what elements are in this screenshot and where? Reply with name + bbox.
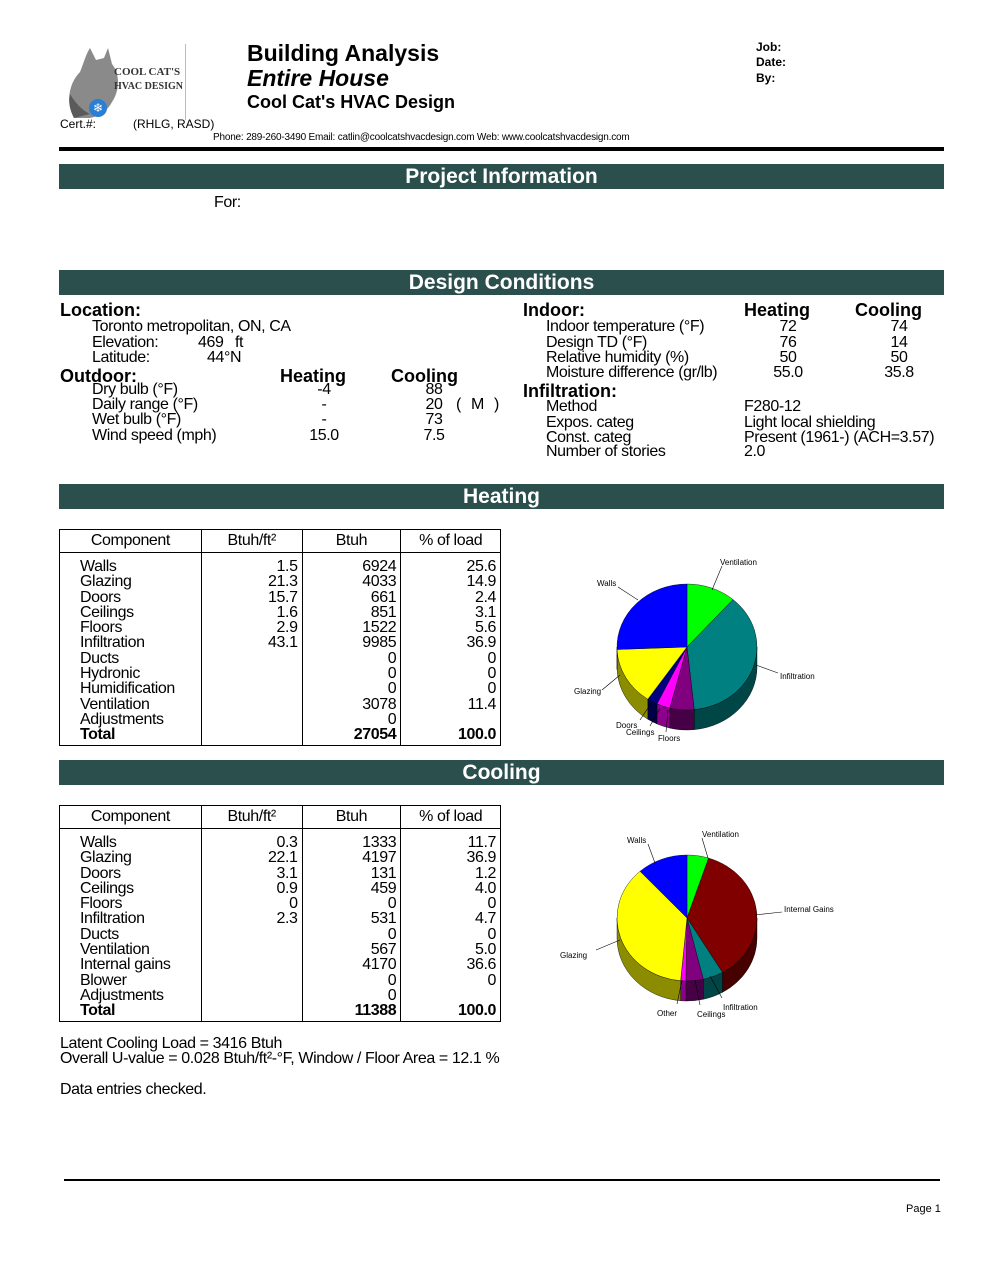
btuh-cell: 0 [302,712,401,727]
company-logo [60,44,186,120]
floors-label: Floors [658,734,681,743]
column-header: Btuh/ft² [201,530,302,553]
btuh-cell: 4033 [302,574,401,589]
btuh-cell: 0 [302,973,401,988]
btuh-per-ft2-cell [201,973,302,988]
component-cell: Floors [60,896,202,911]
component-cell: Doors [60,590,202,605]
column-header: Btuh [302,530,401,553]
btuh-cell: 0 [302,988,401,1003]
btuh-per-ft2-cell: 3.1 [201,866,302,881]
percent-load-cell: 4.7 [401,911,501,926]
ceilings-slice-side [686,979,703,1001]
table-row [60,927,501,942]
column-header: % of load [401,530,501,553]
outdoor-row-label: Wind speed (mph) [92,427,217,444]
btuh-per-ft2-cell: 0 [201,896,302,911]
table-row [60,681,501,696]
percent-load-cell [401,988,501,1003]
footer-rule [64,1179,940,1181]
latitude-label: Latitude: [92,349,150,366]
logo-line-2: HVAC DESIGN [114,81,183,92]
outdoor-row-heating: -4 [317,381,331,398]
contact-line: Phone: 289-260-3490 Email: catlin@coolcatshvacdesign.com Web: www.coolcatshvacdesign.com [213,132,630,143]
elevation-label: Elevation: [92,334,159,351]
btuh-per-ft2-cell: 0.3 [201,829,302,851]
component-cell: Ceilings [60,605,202,620]
component-cell: Infiltration [60,911,202,926]
ceilings-label: Ceilings [697,1010,726,1019]
indoor-row-heating: 50 [779,349,797,366]
table-row [60,590,501,605]
btuh-cell: 11388 [302,1003,401,1021]
percent-load-cell: 0 [401,681,501,696]
percent-load-cell: 36.9 [401,850,501,865]
infiltration-row-label: Const. categ [546,429,632,446]
indoor-row-heating: 72 [779,318,797,335]
total-row [60,1003,501,1021]
location-value: Toronto metropolitan, ON, CA [92,318,291,335]
walls-leader-line [648,844,655,863]
btuh-cell: 131 [302,866,401,881]
percent-load-cell: 100.0 [401,1003,501,1021]
infiltration-row-label: Expos. categ [546,414,634,431]
logo-divider [185,44,186,120]
outdoor-row-cooling: 88 [425,381,443,398]
btuh-cell: 0 [302,681,401,696]
total-row [60,727,501,745]
component-cell: Glazing [60,850,202,865]
infiltration-heading: Infiltration: [523,381,617,401]
column-header: Btuh [302,806,401,829]
btuh-per-ft2-cell [201,957,302,972]
btuh-cell: 459 [302,881,401,896]
ceilings-label: Ceilings [626,728,655,737]
project-info-bar: Project Information [59,164,944,189]
btuh-per-ft2-cell: 2.3 [201,911,302,926]
component-cell: Internal gains [60,957,202,972]
glazing-label: Glazing [574,687,602,696]
btuh-cell: 27054 [302,727,401,745]
outdoor-heading: Outdoor: [60,366,137,386]
column-header: Component [60,530,202,553]
svg-text:❄: ❄ [92,101,104,115]
ventilation-label: Ventilation [720,558,757,567]
heating-load-table [59,529,501,746]
table-header-row [60,806,501,829]
component-cell: Ventilation [60,697,202,712]
table-row [60,973,501,988]
ventilation-label: Ventilation [702,830,739,839]
table-row [60,553,501,575]
column-header: Component [60,806,202,829]
indoor-row-label: Moisture difference (gr/lb) [546,364,718,381]
cooling-pie-chart [550,820,860,1030]
table-row [60,651,501,666]
table-row [60,666,501,681]
component-cell: Total [60,1003,202,1021]
walls-leader-line [618,587,638,600]
percent-load-cell: 4.0 [401,881,501,896]
component-cell: Ventilation [60,942,202,957]
walls-slice [617,584,687,649]
table-row [60,988,501,1003]
percent-load-cell: 1.2 [401,866,501,881]
indoor-row-cooling: 74 [890,318,908,335]
infiltration-row-label: Method [546,398,597,415]
component-cell: Ceilings [60,881,202,896]
table-row [60,712,501,727]
heating-pie-chart [560,550,840,750]
floors-slice-side [670,708,694,730]
btuh-per-ft2-cell: 43.1 [201,635,302,650]
indoor-heating-col: Heating [744,300,811,320]
btuh-per-ft2-cell [201,681,302,696]
for-label: For: [214,194,241,211]
btuh-cell: 9985 [302,635,401,650]
btuh-per-ft2-cell [201,712,302,727]
btuh-per-ft2-cell [201,697,302,712]
outdoor-row-label: Dry bulb (°F) [92,381,178,398]
percent-load-cell: 2.4 [401,590,501,605]
indoor-heading: Indoor: [523,300,585,320]
logo-line-1: COOL CAT'S [114,66,181,78]
indoor-row-cooling: 14 [890,334,908,351]
glazing-label: Glazing [560,951,588,960]
column-header: % of load [401,806,501,829]
cooling-bar: Cooling [59,760,944,785]
data-checked-text: Data entries checked. [60,1081,207,1098]
cooling-load-table [59,805,501,1022]
outdoor-row-label: Daily range (°F) [92,396,198,413]
report-subtitle: Entire House [247,65,389,91]
walls-label: Walls [597,579,617,588]
component-cell: Doors [60,866,202,881]
table-row [60,829,501,851]
component-cell: Hydronic [60,666,202,681]
table-row [60,942,501,957]
component-cell: Floors [60,620,202,635]
btuh-per-ft2-cell [201,927,302,942]
component-cell: Infiltration [60,635,202,650]
btuh-cell: 0 [302,927,401,942]
infiltration-row-label: Number of stories [546,443,666,460]
internal-leader-line [755,912,782,915]
cert-suffix: (RHLG, RASD) [133,117,215,131]
design-conditions-bar: Design Conditions [59,270,944,295]
latent-load-text: Latent Cooling Load = 3416 Btuh [60,1035,283,1052]
page-number: Page 1 [906,1203,941,1215]
infiltration-row-value: Present (1961-) (ACH=3.57) [744,429,935,446]
outdoor-row-heating: 15.0 [309,427,339,444]
percent-load-cell: 36.9 [401,635,501,650]
company-name: Cool Cat's HVAC Design [247,92,455,112]
btuh-cell: 4197 [302,850,401,865]
btuh-per-ft2-cell [201,727,302,745]
infiltration-leader-line [756,665,778,673]
btuh-cell: 4170 [302,957,401,972]
infiltration-row-value: 2.0 [744,443,766,460]
percent-load-cell: 11.4 [401,697,501,712]
percent-load-cell: 0 [401,651,501,666]
table-row [60,697,501,712]
percent-load-cell: 0 [401,927,501,942]
indoor-row-label: Design TD (°F) [546,334,647,351]
ventilation-leader-line [702,838,708,858]
btuh-cell: 6924 [302,553,401,575]
btuh-cell: 0 [302,666,401,681]
table-row [60,605,501,620]
infiltration-label: Infiltration [780,672,815,681]
outdoor-row-heating: - [321,396,327,413]
indoor-cooling-col: Cooling [855,300,922,320]
daily-range-class: ( M ) [456,396,499,413]
overall-u-value-text: Overall U-value = 0.028 Btuh/ft²-°F, Window / Floor Area = 12.1 % [60,1050,500,1067]
btuh-cell: 531 [302,911,401,926]
elevation-unit: ft [235,334,244,351]
btuh-per-ft2-cell: 2.9 [201,620,302,635]
table-row [60,957,501,972]
component-cell: Ducts [60,927,202,942]
percent-load-cell [401,712,501,727]
indoor-row-cooling: 50 [890,349,908,366]
percent-load-cell: 0 [401,666,501,681]
indoor-row-cooling: 35.8 [884,364,914,381]
location-heading: Location: [60,300,141,320]
btuh-per-ft2-cell: 15.7 [201,590,302,605]
by-label: By: [756,71,776,85]
percent-load-cell: 14.9 [401,574,501,589]
table-row [60,635,501,650]
table-row [60,896,501,911]
percent-load-cell: 0 [401,896,501,911]
component-cell: Adjustments [60,712,202,727]
date-label: Date: [756,55,787,69]
outdoor-row-cooling: 73 [425,411,443,428]
infiltration-row-value: F280-12 [744,398,801,415]
glazing-leader-line [596,940,620,950]
latitude-value: 44°N [207,349,242,366]
btuh-per-ft2-cell: 1.6 [201,605,302,620]
glazing-leader-line [602,675,620,690]
outdoor-row-cooling: 7.5 [423,427,445,444]
job-label: Job: [756,40,782,54]
component-cell: Blower [60,973,202,988]
btuh-per-ft2-cell: 22.1 [201,850,302,865]
outdoor-row-label: Wet bulb (°F) [92,411,181,428]
outdoor-row-cooling: 20 [425,396,443,413]
component-cell: Walls [60,553,202,575]
btuh-per-ft2-cell [201,988,302,1003]
infiltration-label: Infiltration [723,1003,758,1012]
btuh-cell: 567 [302,942,401,957]
indoor-row-label: Relative humidity (%) [546,349,689,366]
btuh-cell: 0 [302,896,401,911]
outdoor-heating-col: Heating [280,366,347,386]
component-cell: Total [60,727,202,745]
btuh-cell: 1522 [302,620,401,635]
btuh-per-ft2-cell [201,1003,302,1021]
doors-label: Doors [616,721,638,730]
btuh-cell: 1333 [302,829,401,851]
ventilation-leader-line [712,566,722,590]
column-header: Btuh/ft² [201,806,302,829]
percent-load-cell: 0 [401,973,501,988]
other-label: Other [657,1009,678,1018]
table-row [60,850,501,865]
percent-load-cell: 36.6 [401,957,501,972]
component-cell: Glazing [60,574,202,589]
btuh-per-ft2-cell [201,651,302,666]
table-row [60,911,501,926]
table-row [60,866,501,881]
elevation-value: 469 [198,334,224,351]
percent-load-cell: 100.0 [401,727,501,745]
percent-load-cell: 5.6 [401,620,501,635]
btuh-per-ft2-cell [201,942,302,957]
component-cell: Walls [60,829,202,851]
report-title: Building Analysis [247,40,440,66]
btuh-cell: 0 [302,651,401,666]
walls-label: Walls [627,836,647,845]
component-cell: Humidification [60,681,202,696]
heating-bar: Heating [59,484,944,509]
btuh-cell: 3078 [302,697,401,712]
btuh-per-ft2-cell: 0.9 [201,881,302,896]
internal-label: Internal Gains [784,905,834,914]
table-header-row [60,530,501,553]
btuh-cell: 851 [302,605,401,620]
indoor-row-label: Indoor temperature (°F) [546,318,705,335]
component-cell: Adjustments [60,988,202,1003]
outdoor-cooling-col: Cooling [391,366,458,386]
percent-load-cell: 25.6 [401,553,501,575]
btuh-per-ft2-cell [201,666,302,681]
indoor-row-heating: 76 [779,334,797,351]
btuh-cell: 661 [302,590,401,605]
percent-load-cell: 3.1 [401,605,501,620]
cert-label: Cert.#: [60,117,97,131]
infiltration-row-value: Light local shielding [744,414,876,431]
table-row [60,881,501,896]
percent-load-cell: 5.0 [401,942,501,957]
btuh-per-ft2-cell: 21.3 [201,574,302,589]
table-row [60,574,501,589]
component-cell: Ducts [60,651,202,666]
indoor-row-heating: 55.0 [773,364,803,381]
table-row [60,620,501,635]
header-rule [59,147,944,151]
outdoor-row-heating: - [321,411,327,428]
percent-load-cell: 11.7 [401,829,501,851]
btuh-per-ft2-cell: 1.5 [201,553,302,575]
